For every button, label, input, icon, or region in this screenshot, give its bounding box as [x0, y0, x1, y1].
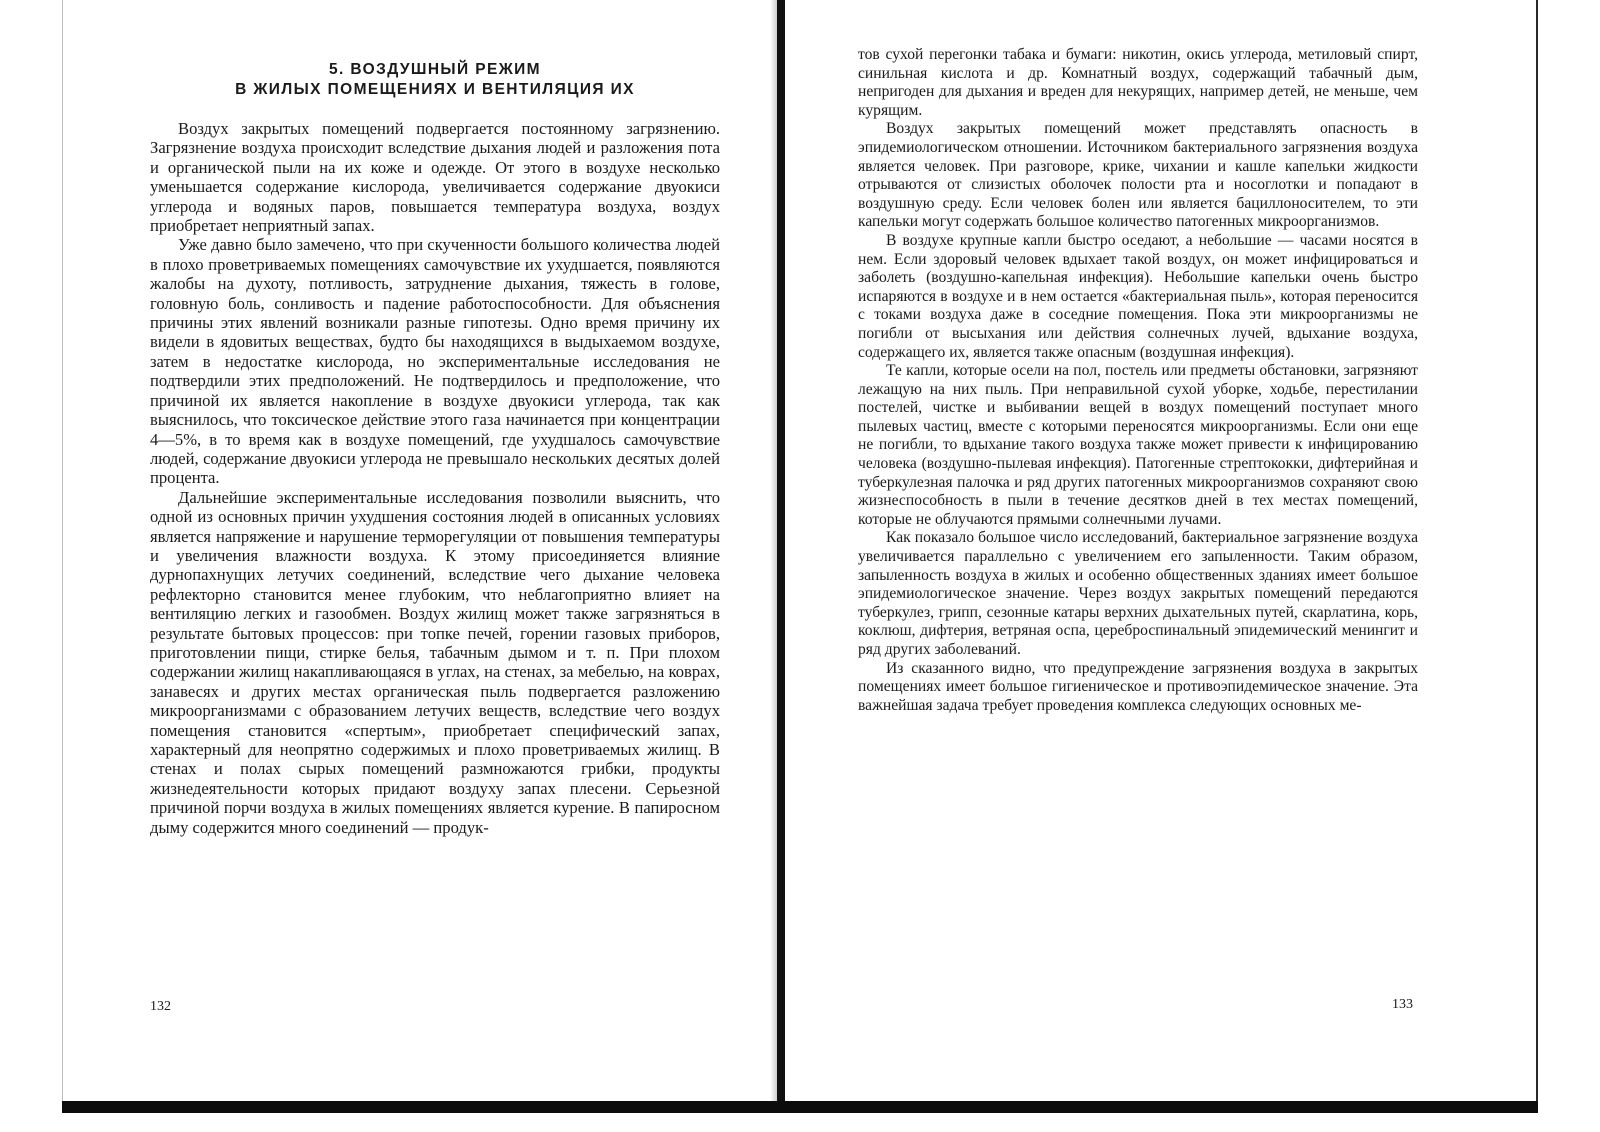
- paragraph: Как показало большое число исследований, бактериальное загрязнение воздуха увеличивается параллельно с увеличением его запыленности. Таким образом, запыленность воздуха в жилых и особенно общественных зданиях имеет большое эпидемиологическое значение. Через воздух закрытых помещений передаются туберкулез, грипп, сезонные катары верхних дыхательных путей, скарлатина, корь, коклюш, дифтерия, ветряная оспа, цереброспинальный эпидемический менингит и ряд других заболеваний.: [858, 529, 1418, 658]
- paragraph: Уже давно было замечено, что при скученности большого количества людей в плохо проветриваемых помещениях самочувствие их ухудшается, появляются жалобы на духоту, потливость, затруднение дыхания, тяжесть в голове, головную боль, сонливость и падение работоспособности. Для объяснения причины этих явлений возникали разные гипотезы. Одно время причину их видели в ядовитых веществах, будто бы находящихся в выдыхаемом воздухе, затем в недостатке кислорода, но экспериментальные исследования не подтвердили этих предположений. Не подтвердилось и предположение, что причиной их является накопление в воздухе двуокиси углерода, так как выяснилось, что токсическое действие этого газа начинается при концентрации 4—5%, в то время как в воздухе помещений, где ухудшалось самочувствие людей, содержание двуокиси углерода не превышало нескольких десятых долей процента.: [150, 235, 720, 488]
- paragraph: Воздух закрытых помещений подвергается постоянному загрязнению. Загрязнение воздуха происходит вследствие дыхания людей и разложения пота и органической пыли на их коже и одежде. От этого в воздухе несколько уменьшается содержание кислорода, увеличивается содержание двуокиси углерода и водяных паров, повышается температура воздуха, воздух приобретает неприятный запах.: [150, 119, 720, 236]
- paragraph: В воздухе крупные капли быстро оседают, а небольшие — часами носятся в нем. Если здоровый человек вдыхает такой воздух, он может инфицироваться и заболеть (воздушно-капельная инфекция). Небольшие капельки очень быстро испаряются в воздухе и в нем остается «бактериальная пыль», которая переносится с токами воздуха даже в соседние помещения. Пока эти микроорганизмы не погибли от высыхания или действия солнечных лучей, вдыхание воздуха, содержащего их, является также опасным (воздушная инфекция).: [858, 231, 1418, 361]
- bottom-scan-border: [62, 1101, 1538, 1113]
- paragraph: Воздух закрытых помещений может представлять опасность в эпидемиологическом отношении. Источником бактериального загрязнения воздуха является человек. При разговоре, крике, чихании и кашле капельки жидкости отрываются от слизистых оболочек полости рта и носоглотки и попадают в воздушную среду. Если человек болен или является бациллоносителем, то эти капельки могут содержать большое количество патогенных микроорганизмов.: [858, 120, 1418, 231]
- paragraph-continued: тов сухой перегонки табака и бумаги: никотин, окись углерода, метиловый спирт, синильная кислота и др. Комнатный воздух, содержащий табачный дым, непригоден для дыхания и вреден для некурящих, например детей, не меньше, чем курящим.: [858, 46, 1418, 119]
- paragraph: Из сказанного видно, что предупреждение загрязнения воздуха в закрытых помещениях имеет большое гигиеническое и противоэпидемическое значение. Эта важнейшая задача требует проведения комплекса следующих основных ме-: [858, 659, 1418, 714]
- page-number-left: 132: [150, 999, 171, 1014]
- paragraph: Те капли, которые осели на пол, постель или предметы обстановки, загрязняют лежащую на них пыль. При неправильной сухой уборке, ходьбе, перестилании постелей, чистке и выбивании вещей в воздух помещений поступает много пылевых частиц, вместе с которыми переносятся микроорганизмы. Если они еще не погибли, то вдыхание такого воздуха также может привести к инфицированию человека (воздушно-пылевая инфекция). Патогенные стрептококки, дифтерийная и туберкулезная палочка и ряд других патогенных микроорганизмов сохраняют свою жизнеспособность в пыли в течение десятков дней в тех местах помещений, которые не облучаются прямыми солнечными лучами.: [858, 362, 1418, 528]
- left-page-edge: [62, 0, 63, 1110]
- page-number-right: 133: [1392, 997, 1413, 1012]
- right-page-edge: [1536, 0, 1538, 1112]
- section-heading-line-1: 5. ВОЗДУШНЫЙ РЕЖИМ: [328, 61, 541, 78]
- book-gutter: [777, 0, 785, 1112]
- section-heading-line-2: В ЖИЛЫХ ПОМЕЩЕНИЯХ И ВЕНТИЛЯЦИЯ ИХ: [235, 81, 635, 98]
- right-page-body: [858, 46, 1418, 715]
- gutter-shadow: [770, 0, 777, 1110]
- left-page-body: [150, 119, 720, 837]
- paragraph: Дальнейшие экспериментальные исследования позволили выяснить, что одной из основных причин ухудшения состояния людей в описанных условиях является напряжение и нарушение терморегуляции от повышения температуры и увеличения влажности воздуха. К этому присоединяется влияние дурнопахнущих летучих соединений, вследствие чего дыхание человека рефлекторно становится менее глубоким, что неблагоприятно влияет на вентиляцию легких и газообмен. Воздух жилищ может также загрязняться в результате бытовых процессов: при топке печей, горении газовых приборов, приготовлении пищи, стирке белья, табачным дымом и т. п. При плохом содержании жилищ накапливающаяся в углах, на стенах, за мебелью, на коврах, занавесях и других местах органическая пыль подвергается разложению микроорганизмами с образованием летучих веществ, вследствие чего воздух помещения становится «спертым», приобретает специфический запах, характерный для неопрятно содержимых и плохо проветриваемых жилищ. В стенах и полах сырых помещений размножаются грибки, продукты жизнедеятельности которых придают воздуху запах плесени. Серьезной причиной порчи воздуха в жилых помещениях является курение. В папиросном дыму содержится много соединений — продук-: [150, 487, 720, 837]
